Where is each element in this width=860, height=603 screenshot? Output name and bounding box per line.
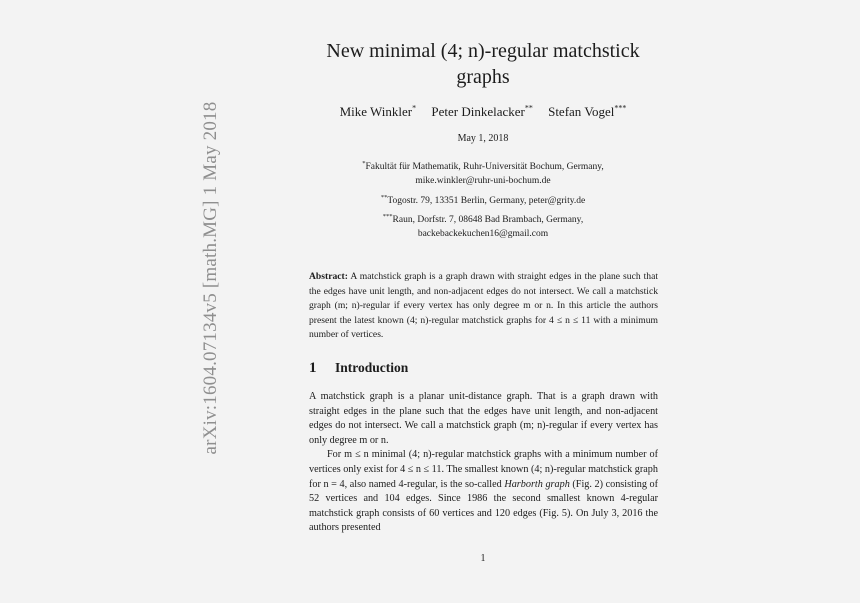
title-line-1: New minimal (4; n)-regular matchstick: [326, 40, 640, 62]
author: Stefan Vogel***: [548, 104, 627, 120]
affiliation: *Fakultät für Mathematik, Ruhr-Universität Bochum, Germany, mike.winkler@ruhr-uni-bochum.de: [362, 160, 604, 187]
arxiv-identifier-stamp: arXiv:1604.07134v5 [math.MG] 1 May 2018: [200, 101, 221, 455]
title-line-2: graphs: [456, 66, 510, 88]
affiliation: **Togostr. 79, 13351 Berlin, Germany, peter@grity.de: [380, 194, 586, 207]
paragraph: For m ≤ n minimal (4; n)-regular matchstick graphs with a minimum number of vertices only exist for 4 ≤ n ≤ 11. The smallest known (4; n)-regular matchstick graph for n = 4, also named 4-regular, is the so-called Harborth graph (Fig. 2) consisting of 52 vertices and 104 edges. Since 1986 the second smallest known 4-regular matchstick graph consists of 60 vertices and 120 edges (Fig. 5). On July 3, 2016 the authors presented: [309, 449, 658, 534]
emphasis: Harborth graph: [504, 478, 570, 490]
paper-title: [300, 38, 666, 90]
body-text: [309, 390, 658, 536]
affiliation: ***Raun, Dorfstr. 7, 08648 Bad Brambach, Germany, backebackekuchen16@gmail.com: [382, 213, 584, 240]
page-number: 1: [480, 553, 486, 564]
abstract: [309, 270, 658, 343]
paragraph: A matchstick graph is a planar unit-distance graph. That is a graph drawn with straight edges in the plane such that the edges have unit length, and non-adjacent edges do not intersect. We call a matchstick graph (m; n)-regular if every vertex has only degree m or n.: [309, 391, 658, 446]
section-title: Introduction: [335, 360, 409, 375]
publication-date: May 1, 2018: [457, 133, 509, 144]
author: Mike Winkler*: [339, 104, 417, 120]
author: Peter Dinkelacker**: [431, 104, 533, 120]
section-number: 1: [309, 360, 317, 376]
author-list: [300, 104, 666, 120]
abstract-text: A matchstick graph is a graph drawn with straight edges in the plane such that the edges have unit length, and non-adjacent edges do not intersect. We call a matchstick graph (m; n)-regular if every vertex has only degree m or n. In this article the authors present the latest known (4; n)-regular matchstick graphs for 4 ≤ n ≤ 11 with a minimum number of vertices.: [309, 271, 658, 340]
section-heading: [309, 360, 408, 377]
abstract-label: Abstract:: [309, 271, 348, 282]
